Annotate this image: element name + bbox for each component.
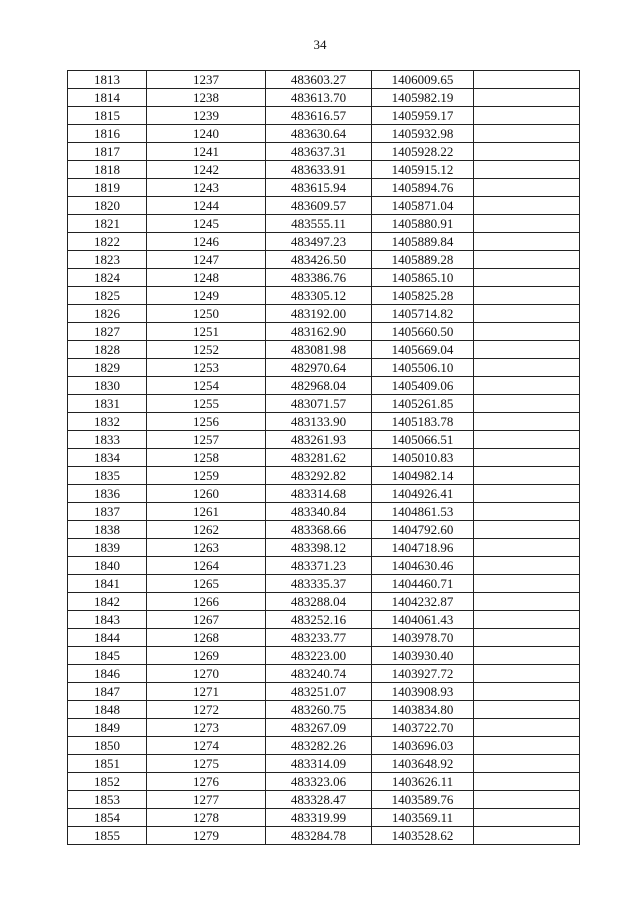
empty-cell — [474, 125, 580, 143]
point-number-cell: 1827 — [68, 323, 147, 341]
empty-cell — [474, 809, 580, 827]
table-row — [68, 71, 580, 89]
y-coordinate-cell: 1406009.65 — [372, 71, 474, 89]
y-coordinate-cell: 1404718.96 — [372, 539, 474, 557]
table-row — [68, 359, 580, 377]
vertex-number-cell: 1263 — [147, 539, 266, 557]
empty-cell — [474, 773, 580, 791]
vertex-number-cell: 1252 — [147, 341, 266, 359]
y-coordinate-cell: 1405880.91 — [372, 215, 474, 233]
vertex-number-cell: 1259 — [147, 467, 266, 485]
y-coordinate-cell: 1405928.22 — [372, 143, 474, 161]
x-coordinate-cell: 483426.50 — [266, 251, 372, 269]
point-number-cell: 1842 — [68, 593, 147, 611]
vertex-number-cell: 1239 — [147, 107, 266, 125]
x-coordinate-cell: 483282.26 — [266, 737, 372, 755]
y-coordinate-cell: 1404982.14 — [372, 467, 474, 485]
x-coordinate-cell: 483340.84 — [266, 503, 372, 521]
empty-cell — [474, 395, 580, 413]
table-row — [68, 647, 580, 665]
point-number-cell: 1817 — [68, 143, 147, 161]
empty-cell — [474, 269, 580, 287]
table-row — [68, 395, 580, 413]
point-number-cell: 1843 — [68, 611, 147, 629]
empty-cell — [474, 557, 580, 575]
vertex-number-cell: 1251 — [147, 323, 266, 341]
vertex-number-cell: 1260 — [147, 485, 266, 503]
table-row — [68, 305, 580, 323]
empty-cell — [474, 629, 580, 647]
x-coordinate-cell: 483252.16 — [266, 611, 372, 629]
point-number-cell: 1850 — [68, 737, 147, 755]
point-number-cell: 1851 — [68, 755, 147, 773]
empty-cell — [474, 611, 580, 629]
point-number-cell: 1849 — [68, 719, 147, 737]
empty-cell — [474, 449, 580, 467]
y-coordinate-cell: 1403648.92 — [372, 755, 474, 773]
vertex-number-cell: 1258 — [147, 449, 266, 467]
y-coordinate-cell: 1405409.06 — [372, 377, 474, 395]
x-coordinate-cell: 483251.07 — [266, 683, 372, 701]
y-coordinate-cell: 1405506.10 — [372, 359, 474, 377]
point-number-cell: 1830 — [68, 377, 147, 395]
point-number-cell: 1855 — [68, 827, 147, 845]
empty-cell — [474, 251, 580, 269]
vertex-number-cell: 1240 — [147, 125, 266, 143]
y-coordinate-cell: 1405261.85 — [372, 395, 474, 413]
vertex-number-cell: 1268 — [147, 629, 266, 647]
x-coordinate-cell: 483305.12 — [266, 287, 372, 305]
point-number-cell: 1816 — [68, 125, 147, 143]
x-coordinate-cell: 483616.57 — [266, 107, 372, 125]
coordinates-table-body — [68, 71, 580, 845]
table-row — [68, 287, 580, 305]
x-coordinate-cell: 483288.04 — [266, 593, 372, 611]
point-number-cell: 1840 — [68, 557, 147, 575]
point-number-cell: 1852 — [68, 773, 147, 791]
point-number-cell: 1853 — [68, 791, 147, 809]
x-coordinate-cell: 483292.82 — [266, 467, 372, 485]
vertex-number-cell: 1262 — [147, 521, 266, 539]
empty-cell — [474, 143, 580, 161]
y-coordinate-cell: 1405894.76 — [372, 179, 474, 197]
x-coordinate-cell: 483613.70 — [266, 89, 372, 107]
y-coordinate-cell: 1405010.83 — [372, 449, 474, 467]
table-row — [68, 251, 580, 269]
table-row — [68, 431, 580, 449]
x-coordinate-cell: 483386.76 — [266, 269, 372, 287]
table-row — [68, 449, 580, 467]
x-coordinate-cell: 483398.12 — [266, 539, 372, 557]
empty-cell — [474, 71, 580, 89]
vertex-number-cell: 1255 — [147, 395, 266, 413]
x-coordinate-cell: 483192.00 — [266, 305, 372, 323]
table-row — [68, 611, 580, 629]
empty-cell — [474, 791, 580, 809]
x-coordinate-cell: 483371.23 — [266, 557, 372, 575]
table-row — [68, 89, 580, 107]
x-coordinate-cell: 483261.93 — [266, 431, 372, 449]
empty-cell — [474, 467, 580, 485]
point-number-cell: 1848 — [68, 701, 147, 719]
y-coordinate-cell: 1404926.41 — [372, 485, 474, 503]
empty-cell — [474, 827, 580, 845]
empty-cell — [474, 323, 580, 341]
vertex-number-cell: 1244 — [147, 197, 266, 215]
table-row — [68, 521, 580, 539]
vertex-number-cell: 1271 — [147, 683, 266, 701]
y-coordinate-cell: 1405066.51 — [372, 431, 474, 449]
x-coordinate-cell: 483267.09 — [266, 719, 372, 737]
y-coordinate-cell: 1405889.28 — [372, 251, 474, 269]
point-number-cell: 1835 — [68, 467, 147, 485]
vertex-number-cell: 1241 — [147, 143, 266, 161]
vertex-number-cell: 1261 — [147, 503, 266, 521]
empty-cell — [474, 305, 580, 323]
x-coordinate-cell: 482968.04 — [266, 377, 372, 395]
empty-cell — [474, 107, 580, 125]
y-coordinate-cell: 1405932.98 — [372, 125, 474, 143]
vertex-number-cell: 1272 — [147, 701, 266, 719]
y-coordinate-cell: 1404792.60 — [372, 521, 474, 539]
empty-cell — [474, 755, 580, 773]
point-number-cell: 1813 — [68, 71, 147, 89]
table-row — [68, 413, 580, 431]
table-row — [68, 215, 580, 233]
coordinates-table — [67, 70, 580, 845]
x-coordinate-cell: 483284.78 — [266, 827, 372, 845]
x-coordinate-cell: 483609.57 — [266, 197, 372, 215]
empty-cell — [474, 521, 580, 539]
table-row — [68, 665, 580, 683]
vertex-number-cell: 1265 — [147, 575, 266, 593]
point-number-cell: 1838 — [68, 521, 147, 539]
point-number-cell: 1847 — [68, 683, 147, 701]
x-coordinate-cell: 483637.31 — [266, 143, 372, 161]
x-coordinate-cell: 483162.90 — [266, 323, 372, 341]
table-row — [68, 179, 580, 197]
y-coordinate-cell: 1403908.93 — [372, 683, 474, 701]
vertex-number-cell: 1274 — [147, 737, 266, 755]
vertex-number-cell: 1276 — [147, 773, 266, 791]
vertex-number-cell: 1250 — [147, 305, 266, 323]
vertex-number-cell: 1256 — [147, 413, 266, 431]
vertex-number-cell: 1264 — [147, 557, 266, 575]
x-coordinate-cell: 483223.00 — [266, 647, 372, 665]
empty-cell — [474, 161, 580, 179]
point-number-cell: 1814 — [68, 89, 147, 107]
y-coordinate-cell: 1405889.84 — [372, 233, 474, 251]
x-coordinate-cell: 483319.99 — [266, 809, 372, 827]
page-number: 34 — [313, 37, 327, 52]
point-number-cell: 1818 — [68, 161, 147, 179]
x-coordinate-cell: 483323.06 — [266, 773, 372, 791]
x-coordinate-cell: 483615.94 — [266, 179, 372, 197]
y-coordinate-cell: 1403978.70 — [372, 629, 474, 647]
vertex-number-cell: 1270 — [147, 665, 266, 683]
x-coordinate-cell: 483603.27 — [266, 71, 372, 89]
table-row — [68, 827, 580, 845]
x-coordinate-cell: 483240.74 — [266, 665, 372, 683]
y-coordinate-cell: 1405915.12 — [372, 161, 474, 179]
table-row — [68, 575, 580, 593]
y-coordinate-cell: 1403696.03 — [372, 737, 474, 755]
x-coordinate-cell: 482970.64 — [266, 359, 372, 377]
empty-cell — [474, 575, 580, 593]
y-coordinate-cell: 1405865.10 — [372, 269, 474, 287]
table-row — [68, 719, 580, 737]
vertex-number-cell: 1277 — [147, 791, 266, 809]
y-coordinate-cell: 1405183.78 — [372, 413, 474, 431]
empty-cell — [474, 341, 580, 359]
vertex-number-cell: 1257 — [147, 431, 266, 449]
table-row — [68, 539, 580, 557]
point-number-cell: 1820 — [68, 197, 147, 215]
point-number-cell: 1837 — [68, 503, 147, 521]
y-coordinate-cell: 1403834.80 — [372, 701, 474, 719]
table-row — [68, 773, 580, 791]
table-row — [68, 791, 580, 809]
empty-cell — [474, 701, 580, 719]
vertex-number-cell: 1253 — [147, 359, 266, 377]
empty-cell — [474, 431, 580, 449]
vertex-number-cell: 1249 — [147, 287, 266, 305]
point-number-cell: 1844 — [68, 629, 147, 647]
x-coordinate-cell: 483281.62 — [266, 449, 372, 467]
y-coordinate-cell: 1403927.72 — [372, 665, 474, 683]
x-coordinate-cell: 483335.37 — [266, 575, 372, 593]
empty-cell — [474, 89, 580, 107]
table-row — [68, 683, 580, 701]
point-number-cell: 1834 — [68, 449, 147, 467]
x-coordinate-cell: 483260.75 — [266, 701, 372, 719]
x-coordinate-cell: 483328.47 — [266, 791, 372, 809]
point-number-cell: 1824 — [68, 269, 147, 287]
vertex-number-cell: 1275 — [147, 755, 266, 773]
table-row — [68, 593, 580, 611]
empty-cell — [474, 593, 580, 611]
table-row — [68, 323, 580, 341]
empty-cell — [474, 737, 580, 755]
point-number-cell: 1833 — [68, 431, 147, 449]
y-coordinate-cell: 1405982.19 — [372, 89, 474, 107]
table-row — [68, 737, 580, 755]
x-coordinate-cell: 483133.90 — [266, 413, 372, 431]
empty-cell — [474, 647, 580, 665]
empty-cell — [474, 197, 580, 215]
vertex-number-cell: 1242 — [147, 161, 266, 179]
y-coordinate-cell: 1403528.62 — [372, 827, 474, 845]
y-coordinate-cell: 1404061.43 — [372, 611, 474, 629]
y-coordinate-cell: 1403626.11 — [372, 773, 474, 791]
empty-cell — [474, 287, 580, 305]
y-coordinate-cell: 1405825.28 — [372, 287, 474, 305]
table-row — [68, 125, 580, 143]
point-number-cell: 1821 — [68, 215, 147, 233]
table-row — [68, 341, 580, 359]
vertex-number-cell: 1237 — [147, 71, 266, 89]
point-number-cell: 1819 — [68, 179, 147, 197]
vertex-number-cell: 1279 — [147, 827, 266, 845]
point-number-cell: 1825 — [68, 287, 147, 305]
point-number-cell: 1823 — [68, 251, 147, 269]
x-coordinate-cell: 483555.11 — [266, 215, 372, 233]
point-number-cell: 1822 — [68, 233, 147, 251]
table-row — [68, 755, 580, 773]
table-row — [68, 161, 580, 179]
vertex-number-cell: 1269 — [147, 647, 266, 665]
vertex-number-cell: 1245 — [147, 215, 266, 233]
y-coordinate-cell: 1403930.40 — [372, 647, 474, 665]
point-number-cell: 1815 — [68, 107, 147, 125]
empty-cell — [474, 359, 580, 377]
y-coordinate-cell: 1404630.46 — [372, 557, 474, 575]
point-number-cell: 1846 — [68, 665, 147, 683]
point-number-cell: 1854 — [68, 809, 147, 827]
table-row — [68, 809, 580, 827]
y-coordinate-cell: 1405669.04 — [372, 341, 474, 359]
vertex-number-cell: 1278 — [147, 809, 266, 827]
vertex-number-cell: 1246 — [147, 233, 266, 251]
point-number-cell: 1832 — [68, 413, 147, 431]
y-coordinate-cell: 1405871.04 — [372, 197, 474, 215]
y-coordinate-cell: 1403589.76 — [372, 791, 474, 809]
point-number-cell: 1836 — [68, 485, 147, 503]
empty-cell — [474, 719, 580, 737]
y-coordinate-cell: 1405959.17 — [372, 107, 474, 125]
table-row — [68, 107, 580, 125]
table-row — [68, 143, 580, 161]
empty-cell — [474, 179, 580, 197]
y-coordinate-cell: 1404232.87 — [372, 593, 474, 611]
vertex-number-cell: 1273 — [147, 719, 266, 737]
x-coordinate-cell: 483368.66 — [266, 521, 372, 539]
empty-cell — [474, 377, 580, 395]
x-coordinate-cell: 483497.23 — [266, 233, 372, 251]
vertex-number-cell: 1243 — [147, 179, 266, 197]
empty-cell — [474, 215, 580, 233]
x-coordinate-cell: 483071.57 — [266, 395, 372, 413]
table-row — [68, 485, 580, 503]
empty-cell — [474, 665, 580, 683]
empty-cell — [474, 539, 580, 557]
y-coordinate-cell: 1404460.71 — [372, 575, 474, 593]
vertex-number-cell: 1254 — [147, 377, 266, 395]
empty-cell — [474, 503, 580, 521]
x-coordinate-cell: 483081.98 — [266, 341, 372, 359]
x-coordinate-cell: 483630.64 — [266, 125, 372, 143]
x-coordinate-cell: 483233.77 — [266, 629, 372, 647]
point-number-cell: 1828 — [68, 341, 147, 359]
empty-cell — [474, 485, 580, 503]
table-row — [68, 557, 580, 575]
vertex-number-cell: 1247 — [147, 251, 266, 269]
empty-cell — [474, 683, 580, 701]
empty-cell — [474, 413, 580, 431]
y-coordinate-cell: 1405660.50 — [372, 323, 474, 341]
table-row — [68, 233, 580, 251]
vertex-number-cell: 1238 — [147, 89, 266, 107]
point-number-cell: 1829 — [68, 359, 147, 377]
empty-cell — [474, 233, 580, 251]
point-number-cell: 1826 — [68, 305, 147, 323]
point-number-cell: 1845 — [68, 647, 147, 665]
y-coordinate-cell: 1403722.70 — [372, 719, 474, 737]
table-row — [68, 197, 580, 215]
point-number-cell: 1839 — [68, 539, 147, 557]
x-coordinate-cell: 483633.91 — [266, 161, 372, 179]
point-number-cell: 1831 — [68, 395, 147, 413]
y-coordinate-cell: 1403569.11 — [372, 809, 474, 827]
y-coordinate-cell: 1405714.82 — [372, 305, 474, 323]
x-coordinate-cell: 483314.68 — [266, 485, 372, 503]
y-coordinate-cell: 1404861.53 — [372, 503, 474, 521]
vertex-number-cell: 1267 — [147, 611, 266, 629]
table-row — [68, 377, 580, 395]
table-row — [68, 269, 580, 287]
vertex-number-cell: 1248 — [147, 269, 266, 287]
vertex-number-cell: 1266 — [147, 593, 266, 611]
point-number-cell: 1841 — [68, 575, 147, 593]
table-row — [68, 629, 580, 647]
x-coordinate-cell: 483314.09 — [266, 755, 372, 773]
table-row — [68, 503, 580, 521]
table-row — [68, 701, 580, 719]
table-row — [68, 467, 580, 485]
